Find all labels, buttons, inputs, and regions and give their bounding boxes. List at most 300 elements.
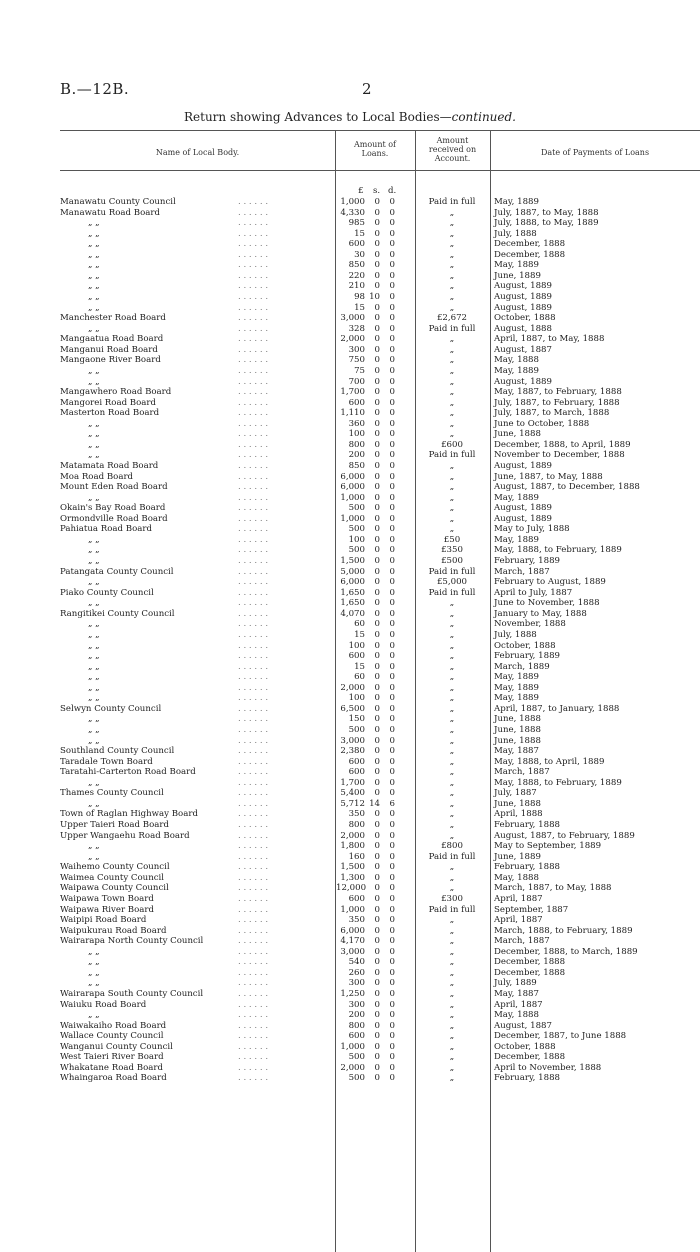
body-name-cell: Waihemo County Council xyxy=(60,862,170,873)
amount-pence-cell: 0 xyxy=(389,439,395,450)
table-row xyxy=(0,355,700,366)
amount-pence-cell: 0 xyxy=(389,893,395,904)
amount-pence-cell: 0 xyxy=(389,1041,395,1052)
leader-dots: . . . . . . xyxy=(238,767,269,778)
date-cell: February, 1888 xyxy=(494,820,561,831)
body-name-cell: Waipawa River Board xyxy=(60,904,155,915)
received-cell: £2,672 xyxy=(436,313,468,324)
leader-dots: . . . . . . xyxy=(238,925,269,936)
table-row xyxy=(0,334,700,345)
date-cell: June, 1889 xyxy=(494,851,541,862)
leader-dots: . . . . . . xyxy=(238,239,269,250)
amount-pence-cell: 0 xyxy=(389,323,395,334)
body-name-cell: „ „ xyxy=(88,249,100,260)
amount-pence-cell: 0 xyxy=(389,756,395,767)
body-name-cell: „ „ xyxy=(88,292,100,303)
received-cell: „ xyxy=(449,735,455,746)
body-name-cell: Piako County Council xyxy=(60,587,154,598)
body-name-cell: „ „ xyxy=(88,365,100,376)
amount-pence-cell: 0 xyxy=(389,524,395,535)
amount-shillings-cell: 0 xyxy=(374,228,380,239)
leader-dots: . . . . . . xyxy=(238,661,269,672)
received-cell: „ xyxy=(449,725,455,735)
amount-pounds-cell: 6,000 xyxy=(340,925,365,936)
amount-pounds-cell: 700 xyxy=(348,376,365,387)
leader-dots: . . . . . . xyxy=(238,1062,269,1073)
amount-pounds-cell: 750 xyxy=(348,355,365,366)
amount-shillings-cell: 0 xyxy=(374,408,380,419)
table-row xyxy=(0,524,700,535)
leader-dots: . . . . . . xyxy=(238,429,269,440)
amount-pounds-cell: 850 xyxy=(348,260,365,271)
amount-shillings-cell: 0 xyxy=(374,418,380,429)
amount-pounds-cell: 1,650 xyxy=(340,587,365,598)
table-row xyxy=(0,303,700,314)
leader-dots: . . . . . . xyxy=(238,461,269,471)
received-cell: „ xyxy=(449,503,455,514)
amount-shillings-cell: 0 xyxy=(374,629,380,640)
table-title-continued: continued. xyxy=(451,110,516,124)
amount-shillings-cell: 0 xyxy=(374,682,380,693)
leader-dots: . . . . . . xyxy=(238,450,269,461)
body-name-cell: „ „ xyxy=(88,693,100,704)
amount-shillings-cell: 0 xyxy=(374,534,380,545)
received-cell: „ xyxy=(449,672,455,683)
amount-shillings-cell: 0 xyxy=(374,239,380,250)
amount-shillings-cell: 0 xyxy=(374,978,380,989)
amount-pounds-cell: 350 xyxy=(348,809,365,820)
received-cell: „ xyxy=(449,281,455,292)
amount-pence-cell: 0 xyxy=(389,207,395,218)
date-cell: May, 1887, to February, 1888 xyxy=(494,387,622,398)
amount-pence-cell: 0 xyxy=(389,862,395,873)
body-name-cell: Waipukurau Road Board xyxy=(60,925,167,936)
date-cell: June, 1888 xyxy=(494,735,541,746)
table-row xyxy=(0,1021,700,1032)
date-cell: May, 1887 xyxy=(494,746,539,757)
amount-pence-cell: 0 xyxy=(389,598,395,609)
date-cell: April, 1888 xyxy=(494,809,543,820)
amount-pounds-cell: 500 xyxy=(348,1073,365,1084)
table-row xyxy=(0,514,700,525)
received-cell: „ xyxy=(449,260,455,271)
amount-shillings-cell: 0 xyxy=(374,218,380,229)
amount-pounds-cell: 100 xyxy=(348,640,365,651)
amount-pence-cell: 0 xyxy=(389,429,395,440)
leader-dots: . . . . . . xyxy=(238,249,269,260)
amount-pence-cell: 0 xyxy=(389,746,395,757)
body-name-cell: Selwyn County Council xyxy=(60,703,162,714)
received-cell: „ xyxy=(449,334,455,345)
amount-pounds-cell: 6,000 xyxy=(340,577,365,588)
amount-pounds-cell: 600 xyxy=(348,651,365,662)
body-name-cell: Mangaone River Board xyxy=(60,355,161,366)
body-name-cell: Mount Eden Road Board xyxy=(60,482,168,493)
amount-pence-cell: 0 xyxy=(389,355,395,366)
table-row xyxy=(0,239,700,250)
table-row xyxy=(0,704,700,715)
amount-shillings-cell: 0 xyxy=(374,207,380,218)
leader-dots: . . . . . . xyxy=(238,725,269,735)
body-name-cell: Wallace County Council xyxy=(60,1031,164,1042)
amount-pence-cell: 0 xyxy=(389,376,395,387)
table-row xyxy=(0,503,700,514)
body-name-cell: „ „ xyxy=(88,556,100,567)
table-row xyxy=(0,313,700,324)
amount-pounds-cell: 1,650 xyxy=(340,598,365,609)
amount-pence-cell: 0 xyxy=(389,851,395,862)
amount-shillings-cell: 0 xyxy=(374,439,380,450)
date-cell: June, 1888 xyxy=(494,798,541,809)
leader-dots: . . . . . . xyxy=(238,503,269,514)
received-cell: „ xyxy=(449,967,455,978)
leader-dots: . . . . . . xyxy=(238,978,269,989)
amount-pounds-cell: 500 xyxy=(348,503,365,514)
date-cell: August, 1889 xyxy=(494,302,552,313)
received-cell: „ xyxy=(449,746,455,757)
date-cell: May, 1888, to February, 1889 xyxy=(494,777,622,788)
received-cell: „ xyxy=(449,989,455,999)
body-name-cell: Town of Raglan Highway Board xyxy=(60,809,198,820)
amount-pence-cell: 0 xyxy=(389,788,395,799)
date-cell: May, 1889 xyxy=(494,534,539,545)
amount-shillings-cell: 14 xyxy=(369,798,380,809)
amount-pence-cell: 0 xyxy=(389,978,395,989)
received-cell: „ xyxy=(449,862,455,873)
date-cell: August, 1889 xyxy=(494,503,552,514)
amount-pence-cell: 0 xyxy=(389,418,395,429)
amount-pence-cell: 0 xyxy=(389,640,395,651)
amount-pounds-cell: 60 xyxy=(354,619,365,630)
leader-dots: . . . . . . xyxy=(238,302,269,313)
date-cell: May, 1888, to February, 1889 xyxy=(494,545,622,556)
leader-dots: . . . . . . xyxy=(238,809,269,820)
leader-dots: . . . . . . xyxy=(238,746,269,757)
received-cell: „ xyxy=(449,270,455,281)
received-cell: Paid in full xyxy=(428,851,476,862)
amount-shillings-cell: 0 xyxy=(374,957,380,968)
amount-pence-cell: 0 xyxy=(389,999,395,1010)
received-cell: „ xyxy=(449,883,455,894)
table-row xyxy=(0,208,700,219)
received-cell: „ xyxy=(449,397,455,408)
amount-pounds-cell: 1,500 xyxy=(340,862,365,873)
amount-shillings-cell: 0 xyxy=(374,577,380,588)
table-row xyxy=(0,535,700,546)
received-cell: „ xyxy=(449,703,455,714)
leader-dots: . . . . . . xyxy=(238,439,269,450)
body-name-cell: „ „ xyxy=(88,418,100,429)
body-name-cell: Whakatane Road Board xyxy=(60,1062,163,1073)
amount-pence-cell: 0 xyxy=(389,503,395,514)
table-row xyxy=(0,292,700,303)
body-name-cell: „ „ xyxy=(88,534,100,545)
amount-pounds-cell: 300 xyxy=(348,344,365,355)
leader-dots: . . . . . . xyxy=(238,788,269,799)
leader-dots: . . . . . . xyxy=(238,777,269,788)
leader-dots: . . . . . . xyxy=(238,418,269,429)
leader-dots: . . . . . . xyxy=(238,334,269,345)
body-name-cell: Waipawa County Council xyxy=(60,883,169,894)
amount-shillings-cell: 0 xyxy=(374,566,380,577)
amount-pence-cell: 0 xyxy=(389,408,395,419)
table-row xyxy=(0,493,700,504)
amount-shillings-cell: 0 xyxy=(374,556,380,567)
leader-dots: . . . . . . xyxy=(238,260,269,271)
amount-pounds-cell: 12,000 xyxy=(336,883,367,894)
body-name-cell: Pahiatua Road Board xyxy=(60,524,152,535)
amount-pounds-cell: 1,300 xyxy=(340,872,365,883)
body-name-cell: „ „ xyxy=(88,841,100,852)
amount-pence-cell: 0 xyxy=(389,619,395,630)
amount-pounds-cell: 850 xyxy=(348,461,365,471)
amount-shillings-cell: 0 xyxy=(374,756,380,767)
leader-dots: . . . . . . xyxy=(238,534,269,545)
table-row xyxy=(0,820,700,831)
body-name-cell: „ „ xyxy=(88,577,100,588)
body-name-cell: Manganui Road Board xyxy=(60,344,158,355)
table-row xyxy=(0,683,700,694)
amount-pence-cell: 0 xyxy=(389,249,395,260)
table-row xyxy=(0,324,700,335)
amount-pence-cell: 0 xyxy=(389,313,395,324)
leader-dots: . . . . . . xyxy=(238,598,269,609)
table-row xyxy=(0,1000,700,1011)
date-cell: October, 1888 xyxy=(494,1041,556,1052)
amount-pounds-cell: 3,000 xyxy=(340,946,365,957)
leader-dots: . . . . . . xyxy=(238,355,269,366)
amount-pounds-cell: 15 xyxy=(354,302,365,313)
amount-pounds-cell: 985 xyxy=(348,218,365,229)
header-bottom-rule xyxy=(60,170,700,171)
amount-shillings-cell: 0 xyxy=(374,323,380,334)
amount-pence-cell: 0 xyxy=(389,1052,395,1063)
leader-dots: . . . . . . xyxy=(238,629,269,640)
table-row xyxy=(0,788,700,799)
amount-pence-cell: 0 xyxy=(389,218,395,229)
amount-shillings-cell: 0 xyxy=(374,820,380,831)
amount-shillings-cell: 0 xyxy=(374,619,380,630)
amount-pounds-cell: 220 xyxy=(348,270,365,281)
amount-shillings-cell: 0 xyxy=(374,1052,380,1063)
date-cell: May, 1888 xyxy=(494,872,539,883)
table-row xyxy=(0,281,700,292)
amount-shillings-cell: 0 xyxy=(374,545,380,556)
amount-shillings-cell: 0 xyxy=(374,471,380,482)
amount-shillings-cell: 0 xyxy=(374,946,380,957)
date-cell: June, 1888 xyxy=(494,725,541,735)
amount-pence-cell: 0 xyxy=(389,936,395,947)
amount-shillings-cell: 0 xyxy=(374,429,380,440)
received-cell: „ xyxy=(449,978,455,989)
date-cell: December, 1888 xyxy=(494,957,566,968)
date-cell: December, 1887, to June 1888 xyxy=(494,1031,627,1042)
table-row xyxy=(0,862,700,873)
body-name-cell: „ „ xyxy=(88,619,100,630)
leader-dots: . . . . . . xyxy=(238,482,269,493)
body-name-cell: Manawatu County Council xyxy=(60,197,176,207)
amount-shillings-cell: 0 xyxy=(374,524,380,535)
table-row xyxy=(0,1042,700,1053)
amount-pounds-cell: 600 xyxy=(348,767,365,778)
amount-pence-cell: 0 xyxy=(389,967,395,978)
leader-dots: . . . . . . xyxy=(238,841,269,852)
amount-pounds-cell: 98 xyxy=(354,292,365,303)
leader-dots: . . . . . . xyxy=(238,862,269,873)
amount-shillings-cell: 0 xyxy=(374,461,380,471)
amount-pounds-cell: 1,110 xyxy=(340,408,365,419)
leader-dots: . . . . . . xyxy=(238,830,269,841)
amount-pounds-cell: 5,000 xyxy=(340,566,365,577)
leader-dots: . . . . . . xyxy=(238,957,269,968)
date-cell: March, 1888, to February, 1889 xyxy=(494,925,633,936)
date-cell: December, 1888 xyxy=(494,1052,566,1063)
body-name-cell: „ „ xyxy=(88,640,100,651)
received-cell: „ xyxy=(449,292,455,303)
received-cell: „ xyxy=(449,651,455,662)
table-row xyxy=(0,947,700,958)
date-cell: May, 1887 xyxy=(494,989,539,999)
received-cell: „ xyxy=(449,788,455,799)
leader-dots: . . . . . . xyxy=(238,281,269,292)
received-cell: „ xyxy=(449,513,455,524)
leader-dots: . . . . . . xyxy=(238,270,269,281)
leader-dots: . . . . . . xyxy=(238,619,269,630)
table-row xyxy=(0,450,700,461)
table-top-rule xyxy=(60,130,700,131)
leader-dots: . . . . . . xyxy=(238,292,269,303)
amount-shillings-cell: 0 xyxy=(374,851,380,862)
table-row xyxy=(0,345,700,356)
date-cell: March, 1887 xyxy=(494,936,550,947)
received-cell: £50 xyxy=(443,534,461,545)
received-cell: £300 xyxy=(441,893,463,904)
leader-dots: . . . . . . xyxy=(238,376,269,387)
body-name-cell: Mangaatua Road Board xyxy=(60,334,164,345)
amount-pence-cell: 0 xyxy=(389,651,395,662)
amount-pounds-cell: 1,000 xyxy=(340,513,365,524)
amount-pence-cell: 0 xyxy=(389,239,395,250)
amount-shillings-cell: 10 xyxy=(369,292,380,303)
amount-shillings-cell: 0 xyxy=(374,788,380,799)
amount-pence-cell: 0 xyxy=(389,915,395,926)
date-cell: July, 1888 xyxy=(494,228,537,239)
leader-dots: . . . . . . xyxy=(238,672,269,683)
table-row xyxy=(0,556,700,567)
date-cell: April to July, 1887 xyxy=(494,587,573,598)
amount-shillings-cell: 0 xyxy=(374,809,380,820)
body-name-cell: „ „ xyxy=(88,978,100,989)
table-row xyxy=(0,1031,700,1042)
body-name-cell: „ „ xyxy=(88,651,100,662)
date-cell: July, 1887, to March, 1888 xyxy=(494,408,610,419)
date-cell: June, 1888 xyxy=(494,429,541,440)
date-cell: May, 1889 xyxy=(494,260,539,271)
amount-shillings-cell: 0 xyxy=(374,651,380,662)
amount-pence-cell: 0 xyxy=(389,629,395,640)
leader-dots: . . . . . . xyxy=(238,207,269,218)
date-cell: November, 1888 xyxy=(494,619,566,630)
body-name-cell: Waipawa Town Board xyxy=(60,893,154,904)
amount-pence-cell: 0 xyxy=(389,608,395,619)
amount-pounds-cell: 160 xyxy=(348,851,365,862)
date-cell: August, 1889 xyxy=(494,281,552,292)
body-name-cell: Thames County Council xyxy=(60,788,164,799)
amount-pence-cell: 0 xyxy=(389,957,395,968)
date-cell: October, 1888 xyxy=(494,313,556,324)
table-row xyxy=(0,271,700,282)
amount-pounds-cell: 800 xyxy=(348,439,365,450)
body-name-cell: Manchester Road Board xyxy=(60,313,166,324)
body-name-cell: „ „ xyxy=(88,281,100,292)
body-name-cell: „ „ xyxy=(88,682,100,693)
body-name-cell: Wanganui County Council xyxy=(60,1041,173,1052)
leader-dots: . . . . . . xyxy=(238,640,269,651)
amount-pence-cell: 0 xyxy=(389,904,395,915)
date-cell: February, 1889 xyxy=(494,556,561,567)
received-cell: „ xyxy=(449,809,455,820)
date-cell: June, 1889 xyxy=(494,270,541,281)
date-cell: August, 1889 xyxy=(494,376,552,387)
amount-shillings-cell: 0 xyxy=(374,746,380,757)
received-cell: „ xyxy=(449,777,455,788)
amount-shillings-cell: 0 xyxy=(374,672,380,683)
amount-pence-cell: 0 xyxy=(389,872,395,883)
amount-pence-cell: 0 xyxy=(389,281,395,292)
received-cell: „ xyxy=(449,482,455,493)
received-cell: £600 xyxy=(441,439,463,450)
body-name-cell: Wairarapa South County Council xyxy=(60,989,204,999)
leader-dots: . . . . . . xyxy=(238,524,269,535)
amount-pounds-cell: 1,000 xyxy=(340,492,365,503)
leader-dots: . . . . . . xyxy=(238,397,269,408)
leader-dots: . . . . . . xyxy=(238,545,269,556)
received-cell: „ xyxy=(449,418,455,429)
amount-pounds-cell: 1,700 xyxy=(340,387,365,398)
date-cell: July, 1888 xyxy=(494,629,537,640)
body-name-cell: „ „ xyxy=(88,851,100,862)
table-row xyxy=(0,736,700,747)
amount-pence-cell: 0 xyxy=(389,841,395,852)
amount-pence-cell: 0 xyxy=(389,334,395,345)
amount-pence-cell: 0 xyxy=(389,725,395,735)
amount-pounds-cell: 600 xyxy=(348,756,365,767)
body-name-cell: Whaingaroa Road Board xyxy=(60,1073,167,1084)
leader-dots: . . . . . . xyxy=(238,471,269,482)
amount-pence-cell: 0 xyxy=(389,344,395,355)
amount-pence-cell: 0 xyxy=(389,260,395,271)
date-cell: May, 1888 xyxy=(494,1010,539,1021)
amount-pounds-cell: 5,400 xyxy=(340,788,365,799)
received-cell: „ xyxy=(449,999,455,1010)
date-cell: August, 1889 xyxy=(494,513,552,524)
column-header-received: Amount received on Account. xyxy=(428,136,477,163)
amount-pounds-cell: 2,000 xyxy=(340,1062,365,1073)
received-cell: „ xyxy=(449,682,455,693)
amount-pence-cell: 0 xyxy=(389,534,395,545)
leader-dots: . . . . . . xyxy=(238,651,269,662)
table-row xyxy=(0,461,700,472)
received-cell: „ xyxy=(449,365,455,376)
received-cell: „ xyxy=(449,915,455,926)
table-title xyxy=(0,110,700,124)
received-cell: £800 xyxy=(441,841,463,852)
date-cell: December, 1888 xyxy=(494,239,566,250)
date-cell: July, 1887, to February, 1888 xyxy=(494,397,620,408)
received-cell: „ xyxy=(449,387,455,398)
amount-pounds-cell: 1,800 xyxy=(340,841,365,852)
received-cell: „ xyxy=(449,693,455,704)
